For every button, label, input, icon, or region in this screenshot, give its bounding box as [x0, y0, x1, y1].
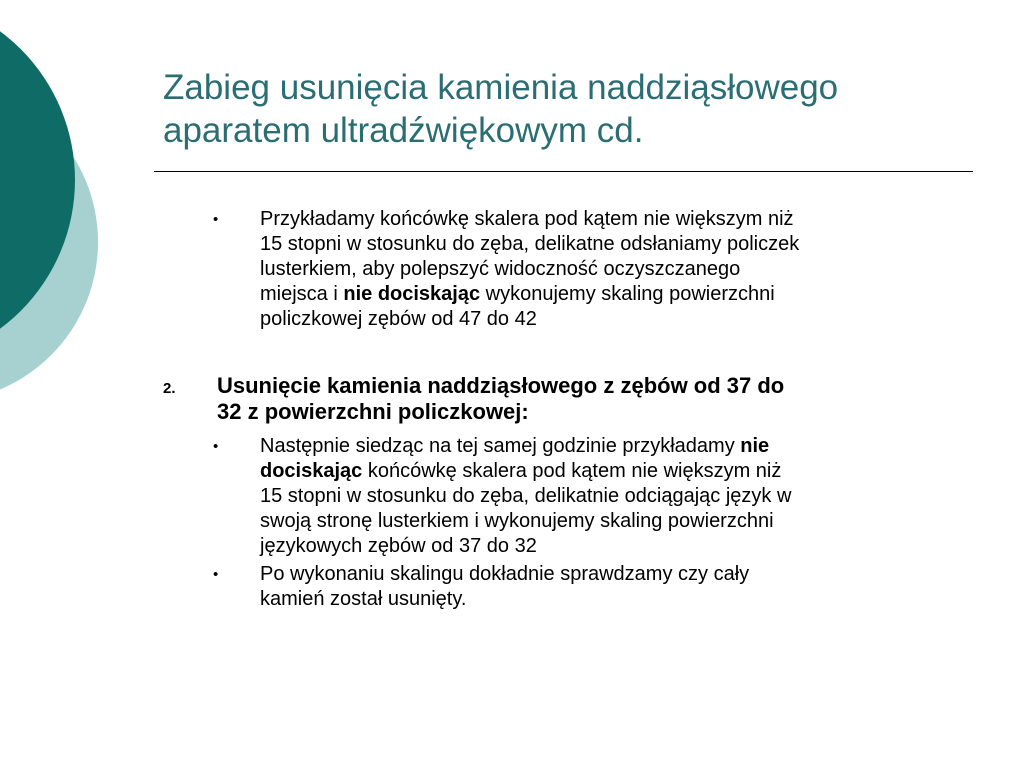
bullet-2-line-2 — [260, 459, 960, 484]
bullet-2-emphasis-b: dociskając — [260, 460, 363, 482]
numbered-item-line-2: 32 z powierzchni policzkowej: — [217, 399, 529, 424]
bullet-1-line-1: Przykładamy końcówkę skalera pod kątem nie większym niż — [260, 208, 794, 230]
numbered-item-line-1: Usunięcie kamienia naddziąsłowego z zębów od 37 do — [217, 373, 785, 398]
bullet-2-line-3: 15 stopni w stosunku do zęba, delikatnie odciągając język w — [260, 485, 792, 507]
bullet-2-emphasis-a: nie — [740, 435, 770, 457]
bullet-icon: • — [213, 438, 219, 455]
bullet-2-line-2-end: końcówkę skalera pod kątem nie większym niż — [362, 460, 782, 482]
bullet-1-line-4-end: wykonujemy skaling powierzchni — [480, 283, 775, 305]
bullet-1-emphasis: nie dociskając — [343, 283, 481, 305]
bullet-2-line-4: swoją stronę lusterkiem i wykonujemy skaling powierzchni — [260, 510, 774, 532]
bullet-1-line-4 — [260, 282, 960, 307]
bullet-item-2 — [213, 434, 960, 559]
bullet-item-3 — [213, 562, 960, 612]
bullet-1-line-2: 15 stopni w stosunku do zęba, delikatne odsłaniamy policzek — [260, 233, 800, 255]
bullet-3-line-2: kamień został usunięty. — [260, 588, 467, 610]
bullet-item-1 — [213, 207, 960, 332]
list-number: 2. — [163, 380, 176, 397]
slide-title-line-1: Zabieg usunięcia kamienia naddziąsłowego — [163, 68, 839, 107]
bullet-1-line-4-start: miejsca i — [260, 283, 344, 305]
numbered-item-2 — [163, 373, 977, 425]
slide-title-line-2: aparatem ultradźwiękowym cd. — [163, 111, 644, 150]
bullet-1-line-5: policzkowej zębów od 47 do 42 — [260, 308, 537, 330]
bullet-2-line-5: językowych zębów od 37 do 32 — [260, 535, 537, 557]
bullet-2-line-1 — [260, 434, 960, 459]
bullet-3-line-1: Po wykonaniu skalingu dokładnie sprawdzamy czy cały — [260, 563, 750, 585]
bullet-icon: • — [213, 211, 219, 228]
bullet-2-line-1-start: Następnie siedząc na tej samej godzinie przykładamy — [260, 435, 741, 457]
bullet-icon: • — [213, 566, 219, 583]
bullet-1-line-3: lusterkiem, aby polepszyć widoczność oczyszczanego — [260, 258, 741, 280]
